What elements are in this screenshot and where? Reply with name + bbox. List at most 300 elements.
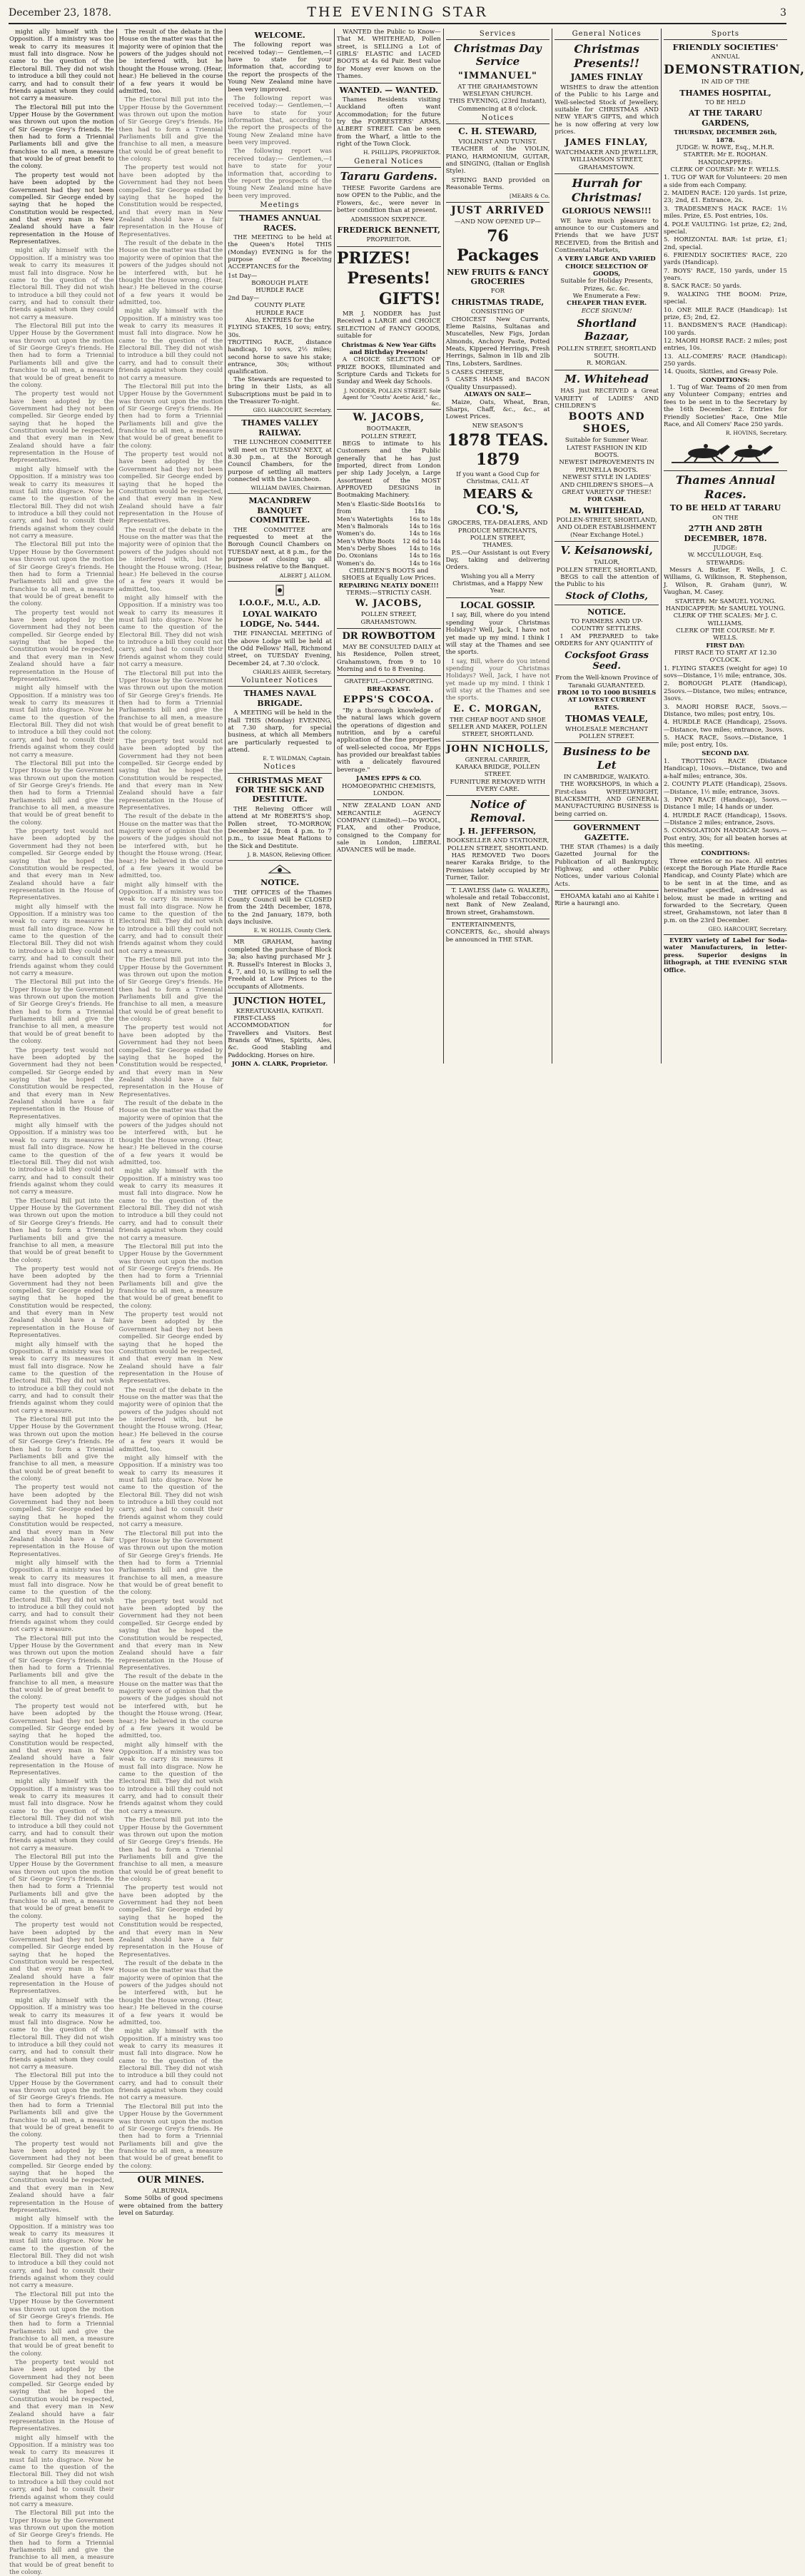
article-paragraph: might ally himself with the Opposition. If a ministry was too weak to carry its measures it must fall into disgrace. Now he came to the question of the Electoral Bill. They did not wish to introduce a bill they could not carry, and had to consult their friends against whom they could not carry a measure. — [9, 903, 114, 977]
banquet-paragraph: THE COMMITTEE are requested to meet at the Borough Council Chambers on TUESDAY next, at 8 p.m., for the purpose of closing up all business relative to the Banquet. — [228, 526, 332, 571]
entries-label: Also, ENTRIES for the — [245, 316, 315, 324]
cases-line: 5 CASES CHEESE, — [445, 369, 505, 377]
article-paragraph: The Electoral Bill put into the Upper House by the Government was thrown out upon the motion of Sir George Grey's friends. He then had to form a Triennial Parliaments bill and give the franchise to all men, a measure that would be of great benefit to the colony. — [118, 670, 223, 737]
steward-heading: C. H. STEWARD, — [458, 126, 537, 137]
article-paragraph: might ally himself with the Opposition. If a ministry was too weak to carry its measures it must fall into disgrace. Now he came to the question of the Electoral Bill. They did not wish to introduce a bill they could not carry, and had to consult their friends against whom they could not carry a measure. — [9, 685, 114, 759]
divider — [337, 799, 441, 800]
fruits-heading: NEW FRUITS & FANCY GROCERIES — [447, 267, 549, 287]
wesleyan-line: AT THE GRAHAMSTOWN WESLEYAN CHURCH. — [457, 83, 538, 98]
boots-heading: BOOTS AND SHOES, — [568, 411, 645, 435]
divider — [664, 934, 787, 935]
second-day-heading: SECOND DAY. — [702, 749, 749, 757]
presents-heading: Presents! — [347, 269, 431, 288]
mines-paragraph: Some 50lbs of good specimens were obtained from the battery level on Saturday. — [118, 2195, 223, 2217]
gossip-heading: LOCAL GOSSIP. — [460, 600, 535, 610]
section-general-notices: General Notices — [555, 30, 659, 40]
article-paragraph: might ally himself with the Opposition. If a ministry was too weak to carry its measures it must fall into disgrace. Now he came to the question of the Electoral Bill. They did not wish to introduce a bill they could not carry, and had to consult their friends against whom they could not carry a measure. — [9, 1996, 114, 2071]
price-row: Men's Balmorals 14s to 16s — [336, 522, 441, 530]
signature: JOHN A. CLARK, Proprietor. — [231, 1061, 328, 1069]
masthead — [0, 0, 795, 29]
wanted-heading: WANTED. — WANTED. — [339, 85, 438, 95]
article-paragraph: might ally himself with the Opposition. If a ministry was too weak to carry its measures it must fall into disgrace. Now he came to the question of the Electoral Bill. They did not wish to introduce a bill they could not carry, and had to consult their friends against whom they could not carry a measure. — [9, 247, 114, 321]
race-item: 4. HURDLE RACE (Handicap), 25sovs.—Distance, two miles; entrance, 3sovs. — [663, 719, 787, 734]
race-item: 10. ONE MILE RACE (Handicap): 1st prize, £5; 2nd, £2. — [663, 306, 787, 321]
article-paragraph: The Electoral Bill put into the Upper House by the Government was thrown out upon the motion of Sir George Grey's friends. He then had to form a Triennial Parliaments bill and give the franchise to all men, a measure that would be of great benefit to the colony. — [9, 1197, 114, 1264]
divider — [555, 541, 659, 542]
christmas-meat-heading: CHRISTMAS MEAT FOR THE SICK AND DESTITUTE. — [235, 775, 325, 804]
prunella-line: NEWEST IMPROVEMENTS IN PRUNELLA BOOTS. — [559, 459, 654, 474]
race-item: 5. CONSOLATION HANDICAP, 5sovs.—Post entry, 30s; for all beaten horses at this meeting. — [663, 827, 787, 850]
divider — [446, 795, 550, 796]
article-paragraph: The property test would not have been adopted by the Government had they not been compelled. Sir George ended by saying that he hoped the Constitution would be respected, and that every man in New Zealand should have a fair representation in the House of Representatives. — [9, 2359, 114, 2433]
railway-heading: THAMES VALLEY RAILWAY. — [241, 418, 318, 438]
race-item: 1. TUG OF WAR for Volunteers: 20 men a side from each Company. — [663, 174, 787, 189]
finlay-address: WILLIAMSON STREET, GRAHAMSTOWN. — [570, 156, 644, 171]
divider — [228, 493, 332, 494]
race-item: 2. BOROUGH PLATE (Handicap), 25sovs.—Distance, two miles; entrance, 3sovs. — [663, 680, 787, 703]
day2-item: COUNTY PLATE — [254, 302, 305, 310]
race-item: 14. Quoits, Skittles, and Greasy Pole. — [663, 368, 779, 376]
signature: H. PHILLIPS, PROPRIETOR. — [363, 149, 441, 156]
divider — [337, 628, 441, 629]
article-paragraph: The result of the debate in the House on the matter was that the majority were of opinion that the powers of the judges should not be interfered with, but he thought the House wrong. (Hear, hear.) He believed in the course of a few years it would be admitted, too. — [118, 813, 223, 880]
article-paragraph: The property test would not have been adopted by the Government had they not been compelled. Sir George ended by saying that he hoped the Constitution would be respected, and that every man in New Zealand should have a fair representation in the House of Representatives. — [118, 1597, 223, 1672]
consisting-line: CONSISTING OF — [471, 308, 525, 316]
always-line: ALWAYS ON SALE— — [464, 391, 532, 399]
farmers-paragraph: I AM PREPARED to take ORDERS for ANY QUANTITY of — [555, 632, 659, 648]
column-1 — [7, 29, 116, 2576]
race-item: 3. MAORI HORSE RACE, 5sovs.—Distance, two miles; post entry, 10s. — [663, 703, 787, 718]
welcome-paragraph: The following report was received today:— Gentlemen,—I have to state for your information that, according to the report the prospects of the Young New Zealand mine have been very improved. — [228, 94, 332, 147]
season-line: NEW SEASON'S — [472, 422, 524, 430]
race-item: 5. HORIZONTAL BAR: 1st prize, £1; 2nd, special. — [663, 236, 787, 251]
admission: ADMISSION SIXPENCE. — [350, 216, 427, 223]
judge-label: JUDGE: — [713, 545, 738, 552]
divider — [555, 742, 659, 743]
race-item: 4. HURDLE RACE (Handicap), 15sovs.—Distance 2 miles; entrance, 2sovs. — [663, 812, 787, 827]
morgan-subheading: THE CHEAP BOOT AND SHOE SELLER AND MAKER, POLLEN STREET, SHORTLAND. — [448, 716, 547, 739]
signature: WILLIAM DAVIES, Chairman. — [250, 485, 332, 492]
bazaar-address: POLLEN STREET, SHORTLAND SOUTH. — [557, 345, 657, 360]
price-row: Do. Oxonians 14s to 16s — [336, 552, 441, 560]
article-paragraph: might ally himself with the Opposition. If a ministry was too weak to carry its measures it must fall into disgrace. Now he came to the question of the Electoral Bill. They did not wish to introduce a bill they could not carry, and had to consult their friends against whom they could not carry a measure. — [118, 308, 223, 382]
race-item: 1. FLYING STAKES (weight for age) 10 sovs—Distance, 1½ mile; entrance, 30s. — [663, 665, 787, 680]
packages-heading: 76 Packages — [457, 226, 539, 265]
article-paragraph: The property test would not have been adopted by the Government had they not been compelled. Sir George ended by saying that he hoped the Constitution would be respected, and that every man in New Zealand should have a fair representation in the House of Representatives. — [9, 609, 114, 683]
article-paragraph: The result of the debate in the House on the matter was that the majority were of opinion that the powers of the judges should not be interfered with, but he thought the House wrong. (Hear, hear.) He believed in the course of a few years it would be admitted, too. — [118, 1100, 223, 1166]
article-paragraph: The Electoral Bill put into the Upper House by the Government was thrown out upon the motion of Sir George Grey's friends. He then had to form a Triennial Parliaments bill and give the franchise to all men, a measure that would be of great benefit to the colony. — [118, 2103, 223, 2170]
race-item: 6. FRIENDLY SOCIETIES' RACE, 220 yards (Handicap). — [663, 251, 787, 267]
junction-heading: JUNCTION HOTEL, — [233, 996, 326, 1006]
newspaper-columns — [7, 29, 805, 2576]
hams-line: 5 CASES HAMS and BACON (Quality Unsurpassed). — [445, 376, 550, 391]
signature: E. W. HOLLIS, County Clerk. — [253, 927, 332, 934]
mines-subheading: ALBURNIA. — [152, 2187, 189, 2195]
wishing-line: Wishing you all a Merry Christmas, and a Happy New Year. — [452, 572, 543, 595]
wanted-paragraph: Thames Residents visiting Auckland often want Accommodation; for the future try the FORRESTERS' ARMS, ALBERT STREET. Can be seen from the Wharf, a little to the right of the Town Clock. — [336, 96, 441, 148]
keisanowski-trade: TAILOR, — [593, 559, 620, 567]
guaranteed-line: From the Well-known Province of Taranaki GUARANTEED. — [555, 675, 658, 690]
nodder-paragraph: MR J. NODDER has Just Received a LARGE and CHOICE SELECTION of FANCY GOODS, suitable for — [336, 310, 441, 340]
farmers-line: TO FARMERS AND UP-COUNTRY SETTLERS. — [570, 618, 643, 633]
demonstration-heading: DEMONSTRATION, — [663, 62, 805, 77]
article-paragraph: The property test would not have been adopted by the Government had they not been compelled. Sir George ended by saying that he hoped the Constitution would be respected, and that every man in New Zealand should have a fair representation in the House of Representatives. — [9, 1702, 114, 1777]
article-paragraph: might ally himself with the Opposition. If a ministry was too weak to carry its measures it must fall into disgrace. Now he came to the question of the Electoral Bill. They did not wish to introduce a bill they could not carry, and had to consult their friends against whom they could not carry a measure. — [9, 1559, 114, 1634]
junction-subheading: KEREATUKAHIA, KATIKATI. — [236, 1007, 324, 1015]
divider — [228, 581, 332, 582]
hospital-heading: THAMES HOSPITAL, — [679, 88, 771, 98]
divider — [228, 860, 332, 861]
naval-paragraph: A MEETING will be held in the Hall THIS (Monday) EVENING, at 7.30 sharp, for special business, at which all Members are particularly requested to attend. — [228, 709, 332, 754]
cocksfoot-heading: Cocksfoot Grass Seed. — [564, 650, 649, 672]
article-paragraph: The result of the debate in the House on the matter was that the majority were of opinion that the powers of the judges should not be interfered with, but he thought the House wrong. (Hear, hear.) He believed in the course of a few years it would be admitted, too. — [118, 1960, 223, 2026]
article-paragraph: The property test would not have been adopted by the Government had they not been compelled. Sir George ended by saying that he hoped the Constitution would be respected, and that every man in New Zealand should have a fair representation in the House of Representatives. — [9, 2140, 114, 2214]
day2-label: 2nd Day— — [228, 294, 260, 302]
first-day-heading: FIRST DAY: — [706, 642, 745, 650]
aid-line: IN AID OF THE — [701, 79, 750, 86]
race-item: 2. COUNTY PLATE (Handicap), 25sovs.—Distance, 1½ mile; entrance, 3sovs. — [663, 781, 787, 796]
article-paragraph: The Electoral Bill put into the Upper House by the Government was thrown out upon the motion of Sir George Grey's friends. He then had to form a Triennial Parliaments bill and give the franchise to all men, a measure that would be of great benefit to the colony. — [9, 2510, 114, 2576]
notice-heading: NOTICE. — [587, 607, 627, 617]
article-paragraph: The Electoral Bill put into the Upper House by the Government was thrown out upon the motion of Sir George Grey's friends. He then had to form a Triennial Parliaments bill and give the franchise to all men, a measure that would be of great benefit to the colony. — [9, 1416, 114, 1483]
christmas-meat-paragraph: THE Relieving Officer will attend at Mr ROBERTS'S shop, Pollen street, TO-MORROW, December 24, from 4 p.m. to 7 p.m., to issue Meat Rations to the Sick and Destitute. — [228, 805, 332, 850]
race-item: 3. TRADESMEN'S HACK RACE: 1½ miles. Prize, £5. Post entries, 10s. — [663, 205, 787, 221]
issue-date: December 23, 1878. — [9, 7, 112, 19]
article-paragraph: The Electoral Bill put into the Upper House by the Government was thrown out upon the motion of Sir George Grey's friends. He then had to form a Triennial Parliaments bill and give the franchise to all men, a measure that would be of great benefit to the colony. — [9, 759, 114, 827]
stewards-paragraph: Messrs A. Butler, F. Wells, J. C. Williams, G. Wilkinson, R. Stephenson, J. Wilson, R. Graham (junr), W. Vaughan, M. Casey. — [663, 567, 787, 597]
divider — [337, 83, 441, 84]
epps-paragraph: "By a thorough knowledge of the natural laws which govern the operations of digestion and nutrition, and by a careful application of the fine properties of well-selected cocoa, Mr Epps has provided our breakfast tables with a delicately flavoured beverage." — [336, 707, 441, 774]
race-item: 8. SACK RACE: 50 yards. — [663, 283, 742, 291]
article-paragraph: The Electoral Bill put into the Upper House by the Government was thrown out upon the motion of Sir George Grey's friends. He then had to form a Triennial Parliaments bill and give the franchise to all men, a measure that would be of great benefit to the colony. — [118, 383, 223, 450]
wanted-paragraph: WANTED the Public to Know—That M. WHITEHEAD, Pollen street, is SELLING a Lot of GIRLS' ELASTIC and LACED BOOTS at 4s 6d Pair. Best value for Money ever known on the Thames. — [336, 29, 441, 81]
column-5 — [443, 29, 552, 1064]
ecce-line: ECCE SIGNUM! — [581, 307, 632, 315]
jefferson-address: POLLEN STREET, SHORTLAND. — [447, 844, 548, 852]
welcome-heading: WELCOME. — [254, 31, 305, 40]
price-row: Women's do. 14s to 16s — [336, 560, 441, 567]
business-heading: Business to be Let — [562, 745, 651, 772]
bazaar-heading: Shortland Bazaar, — [577, 317, 637, 343]
jacobs-subheading: BOOTMAKER, — [366, 425, 411, 433]
article-paragraph: The Electoral Bill put into the Upper House by the Government was thrown out upon the motion of Sir George Grey's friends. He then had to form a Triennial Parliaments bill and give the franchise to all men, a measure that would be of great benefit to the colony. — [9, 541, 114, 608]
gazette-heading: GOVERNMENT GAZETTE. — [573, 823, 640, 842]
ioof-heading — [228, 584, 332, 607]
lodge-crest-icon — [266, 584, 293, 597]
banquet-heading: MACANDREW BANQUET COMMITTEE. — [248, 496, 311, 525]
notice-heading: NOTICE. — [260, 878, 300, 888]
teas-heading: 1878 TEAS. 1879 — [447, 430, 549, 469]
article-paragraph: The property test would not have been adopted by the Government had they not been compelled. Sir George ended by saying that he hoped the Constitution would be respected, and that every man in New Zealand should have a fair representation in the House of Representatives. — [118, 451, 223, 525]
veale-heading: THOMAS VEALE, — [565, 714, 648, 724]
section-notices: Notices — [446, 114, 550, 124]
children-note: CHILDREN'S BOOTS and SHOES at Equally Low Prices. — [342, 567, 436, 582]
naval-heading: THAMES NAVAL BRIGADE. — [243, 689, 316, 708]
just-arrived-heading: JUST ARRIVED — [451, 204, 545, 216]
grateful-line: GRATEFUL—COMFORTING. — [344, 678, 434, 686]
article-paragraph: The Electoral Bill put into the Upper House by the Government was thrown out upon the motion of Sir George Grey's friends. He then had to form a Triennial Parliaments bill and give the franchise to all men, a measure that would be of great benefit to the colony. — [9, 1853, 114, 1920]
first-start-line: FIRST RACE TO START AT 12.30 O'CLOCK. — [674, 650, 777, 665]
masthead-rule — [9, 23, 786, 24]
tararu-line: AT THE TARARU GARDENS, — [688, 108, 763, 128]
price-list — [337, 501, 441, 567]
article-paragraph: might ally himself with the Opposition. If a ministry was too weak to carry its measures it must fall into disgrace. Now he came to the question of the Electoral Bill. They did not wish to introduce a bill they could not carry, and had to consult their friends against whom they could not carry a measure. — [118, 1741, 223, 1815]
terms-note: TERMS:—STRICTLY CASH. — [345, 590, 432, 597]
article-paragraph: The property test would not have been adopted by the Government had they not been compelled. Sir George ended by saying that he hoped the Constitution would be respected, and that every man in New Zealand should have a fair representation in the House of Representatives. — [9, 828, 114, 902]
article-paragraph: The Electoral Bill put into the Upper House by the Government was thrown out upon the motion of Sir George Grey's friends. He then had to form a Triennial Parliaments bill and give the franchise to all men, a measure that would be of great benefit to the colony. — [118, 956, 223, 1024]
article-paragraph: The result of the debate in the House on the matter was that the majority were of opinion that the powers of the judges should not be interfered with, but he thought the House wrong. (Hear, hear.) He believed in the course of a few years it would be admitted, too. — [118, 29, 223, 95]
divider — [446, 597, 550, 598]
divider — [337, 409, 441, 410]
junction-paragraph: FIRST-CLASS ACCOMMODATION for Travellers and Visitors. Best Brands of Wines, Spirits, Ales, &c. Good Stabling and Paddocking. Horses on hire. — [228, 1014, 332, 1059]
day1-item: BOROUGH PLATE — [251, 280, 308, 288]
wesleyan-time: THIS EVENING, (23rd Instant), Commencing at 8 o'clock. — [449, 98, 547, 113]
whitehead-name: M. WHITEHEAD, — [569, 505, 644, 515]
newest-line: NEWEST STYLE IN LADIES' AND CHILDREN'S SHOES—A GREAT VARIETY OF THESE! — [560, 474, 654, 496]
date-line: THURSDAY, DECEMBER 26th, 1878. — [674, 129, 777, 144]
summer-line: Suitable for Summer Wear. — [564, 437, 649, 445]
veale-trade: WHOLESALE MERCHANT — [565, 725, 649, 733]
annual-line: ANNUAL — [711, 54, 740, 61]
mears-heading: MEARS & CO.'S, — [462, 487, 533, 518]
conditions-heading: CONDITIONS: — [701, 376, 750, 384]
whitehead-paragraph: HAS just RECEIVED a Great VARIETY of LADIES' AND CHILDREN'S — [555, 388, 659, 410]
jefferson-paragraph: HAS REMOVED Two Doors nearer Karaka Bridge, to the Premises lately occupied by Mr Turner, Tailor. — [445, 852, 550, 882]
keisanowski-heading: V. Keisanowski, — [560, 544, 653, 557]
starter-line: STARTER: Mr SAMUEL YOUNG. — [674, 597, 776, 605]
racehorse-illustration-icon — [672, 439, 779, 468]
jefferson-heading: J. H. JEFFERSON, — [459, 826, 537, 836]
finlay-heading: JAMES FINLAY — [570, 72, 643, 83]
article-paragraph: might ally himself with the Opposition. If a ministry was too weak to carry its measures it must fall into disgrace. Now he came to the question of the Electoral Bill. They did not wish to introduce a bill they could not carry, and had to consult their friends against whom they could not carry a measure. — [118, 1168, 223, 1242]
divider — [337, 675, 441, 676]
jacobs-address: POLLEN STREET, GRAHAMSTOWN. — [360, 611, 417, 626]
held-line: TO BE HELD — [705, 99, 746, 107]
tararu-heading: Tararu Gardens. — [340, 169, 437, 183]
article-paragraph: The Electoral Bill put into the Upper House by the Government was thrown out upon the motion of Sir George Grey's friends. He then had to form a Triennial Parliaments bill and give the franchise to all men, a measure that would be of great benefit to the colony. — [9, 979, 114, 1046]
handicapper-line: HANDICAPPER: Mr SAMUEL YOUNG. — [665, 605, 786, 612]
race-item: 9. WALKING THE BOOM: Prize, special. — [663, 291, 787, 306]
tararu-paragraph: THESE Favorite Gardens are now OPEN to the Public, and the Flowers, &c., were never in better condition than at present. — [336, 185, 441, 215]
nodder-highlight: Christmas & New Year Gifts and Birthday Presents! — [341, 341, 436, 356]
thames-annual-paragraph: THE MEETING to be held at the Queen's Hotel THIS (Monday) EVENING is for the purpose of Receiving ACCEPTANCES for the — [228, 233, 332, 271]
nicholls-heading: JOHN NICHOLLS, — [446, 743, 550, 754]
judge-line: JUDGE: W. ROWE, Esq., M.H.R. — [676, 143, 774, 151]
jacobs-heading: W. JACOBS, — [353, 412, 425, 424]
rowbottom-heading: DR ROWBOTTOM — [342, 631, 435, 642]
article-paragraph: might ally himself with the Opposition. If a ministry was too weak to carry its measures it must fall into disgrace. Now he came to the question of the Electoral Bill. They did not wish to introduce a bill they could not carry, and had to consult their friends against whom they could not carry a measure. — [9, 1778, 114, 1852]
cloths-heading: Stock of Cloths, — [565, 590, 648, 602]
welcome-paragraph: The following report was received today:— Gentlemen,—I have to state for your information that, according to the report the prospects of the Young New Zealand mine have been very improved. — [228, 148, 332, 200]
jefferson-subheading: BOOKSELLER AND STATIONER, — [446, 837, 550, 845]
race-item: 1. TROTTING RACE (Distance Handicap), 10sovs.—Distance, two and a-half miles; entrance, 30s. — [663, 758, 787, 780]
cheaper-line: CHEAPER THAN EVER. — [567, 300, 647, 308]
prizes-heading: PRIZES! — [336, 248, 411, 268]
article-paragraph: The property test would not have been adopted by the Government had they not been compelled. Sir George ended by saying that he hoped the Constitution would be respected, and that every man in New Zealand should have a fair representation in the House of Representatives. — [118, 737, 223, 812]
article-paragraph: The property test would not have been adopted by the Government had they not been compelled. Sir George ended by saying that he hoped the Constitution would be respected, and that every man in New Zealand should have a fair representation in the House of Representatives. — [9, 1484, 114, 1558]
price-row: Men's Watertights 16s to 18s — [336, 515, 441, 523]
article-paragraph: might ally himself with the Opposition. If a ministry was too weak to carry its measures it must fall into disgrace. Now he came to the question of the Electoral Bill. They did not wish to introduce a bill they could not carry, and had to consult their friends against whom they could not carry a measure. — [9, 1340, 114, 1415]
mines-heading: OUR MINES. — [137, 2175, 205, 2186]
article-paragraph: might ally himself with the Opposition. If a ministry was too weak to carry its measures it must fall into disgrace. Now he came to the question of the Electoral Bill. They did not wish to introduce a bill they could not carry, and had to consult their friends against whom they could not carry a measure. — [118, 1454, 223, 1529]
starter-line: STARTER: Mr E. ROOHAN. — [683, 151, 768, 159]
race-item: 4. POLE VAULTING: 1st prize, £2; 2nd, special. — [663, 221, 787, 236]
ehoama-paragraph: EHOAMA katahi ano ai Kahite i Ririe a haurangi ano. — [555, 893, 659, 908]
repairing-note: REPAIRING NEATLY DONE!!! — [338, 582, 439, 590]
steward-paragraph: TEACHER of the VIOLIN, PIANO, HARMONIUM, GUITAR, and SINGING, (Italian or English Style). — [445, 146, 550, 176]
column-7 — [661, 29, 805, 1064]
article-paragraph: might ally himself with the Opposition. If a ministry was too weak to carry its measures it must fall into disgrace. Now he came to the question of the Electoral Bill. They did not wish to introduce a bill they could not carry, and had to consult their friends against whom they could not carry a measure. — [9, 29, 114, 103]
railway-paragraph: THE LUNCHEON COMMITTEE will meet on TUESDAY NEXT, at 8.30 p.m., at the Borough Council Chambers, for the purpose of settling all matters connected with the Luncheon. — [228, 439, 332, 483]
divider — [555, 890, 659, 891]
jacobs-paragraph: BEGS to intimate to his Customers and the Public generally that he has just Imported, direct from London per ship Lady Jocelyn, a Large Assortment of the MOST APPROVED DESIGNS in Bootmaking Machinery. — [336, 440, 441, 500]
teas-paragraph: If you want a Good Cup for Christmas, CALL AT — [456, 470, 540, 485]
christmas-day-heading: Christmas Day Service — [454, 42, 542, 69]
signature: J. B. MASON, Relieving Officer. — [247, 852, 332, 858]
section-notices: Notices — [228, 763, 332, 773]
clerk-course-line: CLERK OF THE COURSE: Mr F. WELLS. — [676, 627, 775, 642]
rowbottom-paragraph: MAY BE CONSULTED DAILY at his Residence, Pollen street, Grahamstown, from 9 to 10 Morning and 6 to 8 Evening. — [336, 643, 441, 673]
bennett-title: PROPRIETOR. — [366, 236, 411, 244]
column-3 — [225, 29, 334, 1069]
stewards-label: STEWARDS: — [706, 559, 745, 567]
christmas-presents-heading: Christmas Presents!! — [574, 42, 640, 70]
veale-address: POLLEN STREET. — [579, 733, 634, 741]
bushels-line: FROM 10 TO 1000 BUSHELS AT LOWEST CURRENT RATES. — [557, 689, 657, 712]
column-6 — [552, 29, 661, 1064]
business-location: IN CAMBRIDGE, WAIKATO. — [563, 773, 650, 781]
judge-name: W. MCCULLOUGH, Esq. — [687, 552, 764, 560]
section-meetings: Meetings — [228, 201, 332, 211]
finlay-paragraph: WISHES to draw the attention of the Public to his Large and Well-selected Stock of Jewellery, suitable for CHRISTMAS AND NEW YEAR'S GIFTS, and which he is now offering at very low prices. — [555, 84, 659, 136]
race-item: 3. PONY RACE (Handicap), 5sovs.—Distance 1 mile; 14 hands or under. — [663, 796, 787, 812]
opened-line: —AND NOW OPENED UP— — [455, 218, 541, 226]
newspaper-title: THE EVENING STAR — [307, 4, 488, 20]
column-4 — [334, 29, 443, 1064]
glorious-heading: GLORIOUS NEWS!!! — [562, 206, 652, 216]
on-the-line: ON THE — [712, 514, 739, 522]
article-paragraph: The property test would not have been adopted by the Government had they not been compelled. Sir George ended by saying that he hoped the Constitution would be respected, and that every man in New Zealand should have a fair representation in the House of Representatives. — [9, 1046, 114, 1121]
graham-paragraph: MR GRAHAM, having completed the purchase of Block 3a; also having purchased Mr J. R. Russell's Interest in Blocks 3, 4, 7, and 10, is willing to sell the Freehold at Low Prices to the occupants of Allotments. — [228, 939, 332, 991]
lodge-paragraph: THE FINANCIAL MEETING of the above Lodge will be held at the Odd Fellows' Hall, Richmond street, on TUESDAY Evening, December 24, at 7.30 o'clock. — [228, 630, 332, 667]
whitehead-heading: M. Whitehead — [564, 372, 649, 385]
article-paragraph: The property test would not have been adopted by the Government had they not been compelled. Sir George ended by saying that he hoped the Constitution would be respected, and that every man in New Zealand should have a fair representation in the House of Representatives. — [9, 171, 114, 246]
gossip-paragraph: I say, Bill, where do you intend spending your Christmas Holidays? Well, Jack, I have not yet made up my mind. I think I will stay at the Thames and see the sports. — [445, 657, 550, 702]
keisanowski-address: POLLEN STREET, SHORTLAND, — [556, 566, 657, 574]
friendly-heading: FRIENDLY SOCIETIES' — [672, 42, 779, 53]
day2-item: HURDLE RACE — [255, 309, 304, 317]
ioof-label: I.O.O.F., M.U., A.D. — [239, 597, 321, 607]
article-paragraph: The Electoral Bill put into the Upper House by the Government was thrown out upon the motion of Sir George Grey's friends. He then had to form a Triennial Parliaments bill and give the franchise to all men, a measure that would be of great benefit to the colony. — [9, 1635, 114, 1702]
varied-line: A VERY LARGE AND VARIED CHOICE SELECTION OF GOODS, — [557, 256, 656, 278]
article-paragraph: The result of the debate in the House on the matter was that the majority were of opinion that the powers of the judges should not be interfered with, but he thought the House wrong. (Hear, hear.) He believed in the course of a few years it would be admitted, too. — [118, 240, 223, 306]
always-paragraph: Maize, Oats, Wheat, Bran, Sharps, Chaff, &c., &c., at Lowest Prices. — [445, 398, 550, 421]
steward-subheading: VIOLINIST AND TUNIST. — [458, 138, 537, 146]
section-volunteer-notices: Volunteer Notices — [228, 677, 332, 687]
notice-paragraph: THE OFFICES of the Thames County Council will be CLOSED from the 24th December, 1878, to the 2nd January, 1879, both days inclusive. — [228, 889, 332, 926]
signature: GEO. HARCOURT, Secretary. — [708, 925, 787, 932]
article-paragraph: might ally himself with the Opposition. If a ministry was too weak to carry its measures it must fall into disgrace. Now he came to the question of the Electoral Bill. They did not wish to introduce a bill they could not carry, and had to consult their friends against whom they could not carry a measure. — [118, 881, 223, 955]
dates-line: 27TH AND 28TH DECEMBER, 1878. — [684, 524, 767, 543]
price-row: Men's White Boots 12 6d to 14s — [336, 537, 441, 545]
article-paragraph: The result of the debate in the House on the matter was that the majority were of opinion that the powers of the judges should not be interfered with, but he thought the House wrong. (Hear, hear.) He believed in the course of a few years it would be admitted, too. — [118, 1673, 223, 1740]
flying-stakes: FLYING STAKES, 10 sovs; entry, 30s. — [228, 324, 332, 339]
clerk-line: CLERK OF COURSE: Mr F. WELLS. — [670, 166, 781, 174]
article-paragraph: might ally himself with the Opposition. If a ministry was too weak to carry its measures it must fall into disgrace. Now he came to the question of the Electoral Bill. They did not wish to introduce a bill they could not carry, and had to consult their friends against whom they could not carry a measure. — [9, 2216, 114, 2290]
epps-address: HOMOEOPATHIC CHEMISTS, LONDON. — [342, 782, 436, 797]
article-paragraph: The Electoral Bill put into the Upper House by the Government was thrown out upon the motion of Sir George Grey's friends. He then had to form a Triennial Parliaments bill and give the franchise to all men, a measure that would be of great benefit to the colony. — [118, 1243, 223, 1310]
nicholls-address: KARAKA BRIDGE, POLLEN STREET. — [455, 763, 540, 779]
article-paragraph: The Electoral Bill put into the Upper House by the Government was thrown out upon the motion of Sir George Grey's friends. He then had to form a Triennial Parliaments bill and give the franchise to all men, a measure that would be of great benefit to the colony. — [9, 323, 114, 389]
immanuel-heading: "IMMANUEL" — [458, 70, 537, 81]
race-item: 11. BANDSMEN'S RACE (Handicap): 100 yards. — [663, 322, 787, 337]
handicappers-line: HANDICAPPERS: — [698, 158, 753, 166]
gossip-paragraph: I say, Bill, where do you intend spending your Christmas Holidays? Well, Jack, I have not yet made up my mind. I think I will stay at the Thames and see the sports. — [445, 612, 550, 657]
hurrah-paragraph: WE have much pleasure to announce to our Customers and Friends that we have JUST RECEIVED, from the British and Continental Markets, — [555, 217, 659, 254]
article-paragraph: might ally himself with the Opposition. If a ministry was too weak to carry its measures it must fall into disgrace. Now he came to the question of the Electoral Bill. They did not wish to introduce a bill they could not carry, and had to consult their friends against whom they could not carry a measure. — [118, 594, 223, 669]
thames-races-heading: Thames Annual Races. — [675, 473, 776, 501]
conditions-paragraph: Three entries or no race. All entries (except the Borough Plate Hurdle Race Handicap, and County Plate) which are to be sent in at the time, and as hereinafter specified, addressed as below, must be made in writing and forwarded to the Secretary, Queen street, Grahamstown, not later than 8 p.m. on the 23rd December. — [663, 857, 787, 924]
morgan-heading: E. C. MORGAN, — [453, 703, 542, 714]
price-row: Men's Derby Shoes 14s to 16s — [336, 545, 441, 552]
epps-name: JAMES EPPS & CO. — [356, 775, 422, 783]
nodder-paragraph: A CHOICE SELECTION OF PRIZE BOOKS, Illuminated and Scripture Cards and Tickets for Sunday and Week day Schools. — [336, 356, 441, 386]
kid-line: LATEST FASHION IN KID BOOTS. — [566, 444, 647, 460]
divider — [446, 741, 550, 742]
finlay-trade: WATCHMAKER AND JEWELLER, — [555, 148, 659, 156]
section-sports: Sports — [664, 30, 787, 40]
article-paragraph: The property test would not have been adopted by the Government had they not been compelled. Sir George ended by saying that he hoped the Constitution would be respected, and that every man in New Zealand should have a fair representation in the House of Representatives. — [118, 1311, 223, 1385]
business-paragraph: THE WORKSHOPS, in which a First-class WHEELWRIGHT, BLACKSMITH, AND GENERAL MANUFACTURING BUSINESS is being carried on. — [555, 781, 659, 818]
divider — [555, 820, 659, 821]
breakfast-line: BREAKFAST. — [367, 685, 411, 693]
article-paragraph: The result of the debate in the House on the matter was that the majority were of opinion that the powers of the judges should not be interfered with, but he thought the House wrong. (Hear, hear.) He believed in the course of a few years it would be admitted, too. — [118, 1386, 223, 1453]
article-paragraph: might ally himself with the Opposition. If a ministry was too weak to carry its measures it must fall into disgrace. Now he came to the question of the Electoral Bill. They did not wish to introduce a bill they could not carry, and had to consult their friends against whom they could not carry a measure. — [118, 2028, 223, 2102]
signature: E. T. WILDMAN, Captain. — [263, 755, 332, 762]
cash-line: FOR CASH. — [587, 496, 627, 504]
article-paragraph: The Electoral Bill put into the Upper House by the Government was thrown out upon the motion of Sir George Grey's friends. He then had to form a Triennial Parliaments bill and give the franchise to all men, a measure that would be of great benefit to the colony. — [118, 96, 223, 163]
signature: J. NODDER, POLLEN STREET. Sole Agent for "Coutts' Acetic Acid," &c., &c. — [342, 387, 441, 407]
removal-heading: Notice of Removal. — [470, 798, 526, 824]
nz-loan-paragraph: NEW ZEALAND LOAN AND MERCANTILE AGENCY COMPANY (Limited).—Do WOOL, FLAX, and other Produce, consigned to the Company for sale in London, LIBERAL ADVANCES will be made. — [336, 802, 441, 854]
jacobs-subheading: POLLEN STREET, — [360, 433, 417, 440]
article-paragraph: The result of the debate in the House on the matter was that the majority were of opinion that the powers of the judges should not be interfered with, but he thought the House wrong. (Hear, hear.) He believed in the course of a few years it would be admitted, too. — [118, 526, 223, 593]
article-paragraph: might ally himself with the Opposition. If a ministry was too weak to carry its measures it must fall into disgrace. Now he came to the question of the Electoral Bill. They did not wish to introduce a bill they could not carry, and had to consult their friends against whom they could not carry a measure. — [9, 465, 114, 540]
royal-crest-icon — [266, 863, 293, 876]
trotting-race: TROTTING RACE, distance handicap, 10 sovs, 2½ miles; second horse to save his stake; entrance, 30s; without qualification. — [228, 338, 332, 376]
section-general-notices: General Notices — [337, 158, 441, 168]
section-services: Services — [446, 30, 550, 40]
signature: GEO. HARCOURT, Secretary. — [253, 407, 332, 414]
bennett-name: FREDERICK BENNETT, — [337, 225, 440, 235]
whitehead-address: POLLEN-STREET, SHORTLAND, AND OLDER ESTABLISHMENT (Near Exchange Hotel.) — [556, 517, 657, 539]
enumerate-line: We Enumerate a Few: — [572, 293, 641, 300]
conditions-paragraph: 1. Tug of War. Teams of 20 men from any Volunteer Company; entries and fees to be sent in to the Secretary by the 16th December. 2. Entries for Friendly Societies' Race, One Mile Race, and All Comers' Race 250 yards. — [663, 384, 787, 428]
page-number: 3 — [780, 7, 786, 19]
thames-annual-heading: THAMES ANNUAL RACES. — [239, 213, 320, 233]
race-item: 2. MAIDEN RACE: 120 yards. 1st prize, 23; 2nd, £1. Entrance, 2s. — [663, 190, 787, 205]
keisanowski-paragraph: BEGS to call the attention of the Public to his — [555, 574, 659, 589]
article-paragraph: The Electoral Bill put into the Upper House by the Government was thrown out upon the motion of Sir George Grey's friends. He then had to form a Triennial Parliaments bill and give the franchise to all men, a measure that would be of great benefit to the colony. — [9, 2072, 114, 2139]
lodge-heading: LOYAL WAIKATO LODGE, No. 5444. — [240, 610, 320, 629]
article-paragraph: The Electoral Bill put into the Upper House by the Government was thrown out upon the motion of Sir George Grey's friends. He then had to form a Triennial Parliaments bill and give the franchise to all men, a measure that would be of great benefit to the colony. — [118, 1530, 223, 1597]
article-paragraph: The Electoral Bill put into the Upper House by the Government was thrown out upon the motion of Sir George Grey's friends. He then had to form a Triennial Parliaments bill and give the franchise to all men, a measure that would be of great benefit to the colony. — [9, 103, 114, 171]
signature: ALBERT J. ALLOM. — [279, 572, 332, 579]
mears-paragraph: P.S.—Our Assistant is out Every Day, taking and delivering Orders. — [445, 549, 550, 572]
mears-town: THAMES. — [482, 542, 513, 550]
divider — [228, 993, 332, 994]
held-line: TO BE HELD AT TARARU — [669, 503, 781, 513]
